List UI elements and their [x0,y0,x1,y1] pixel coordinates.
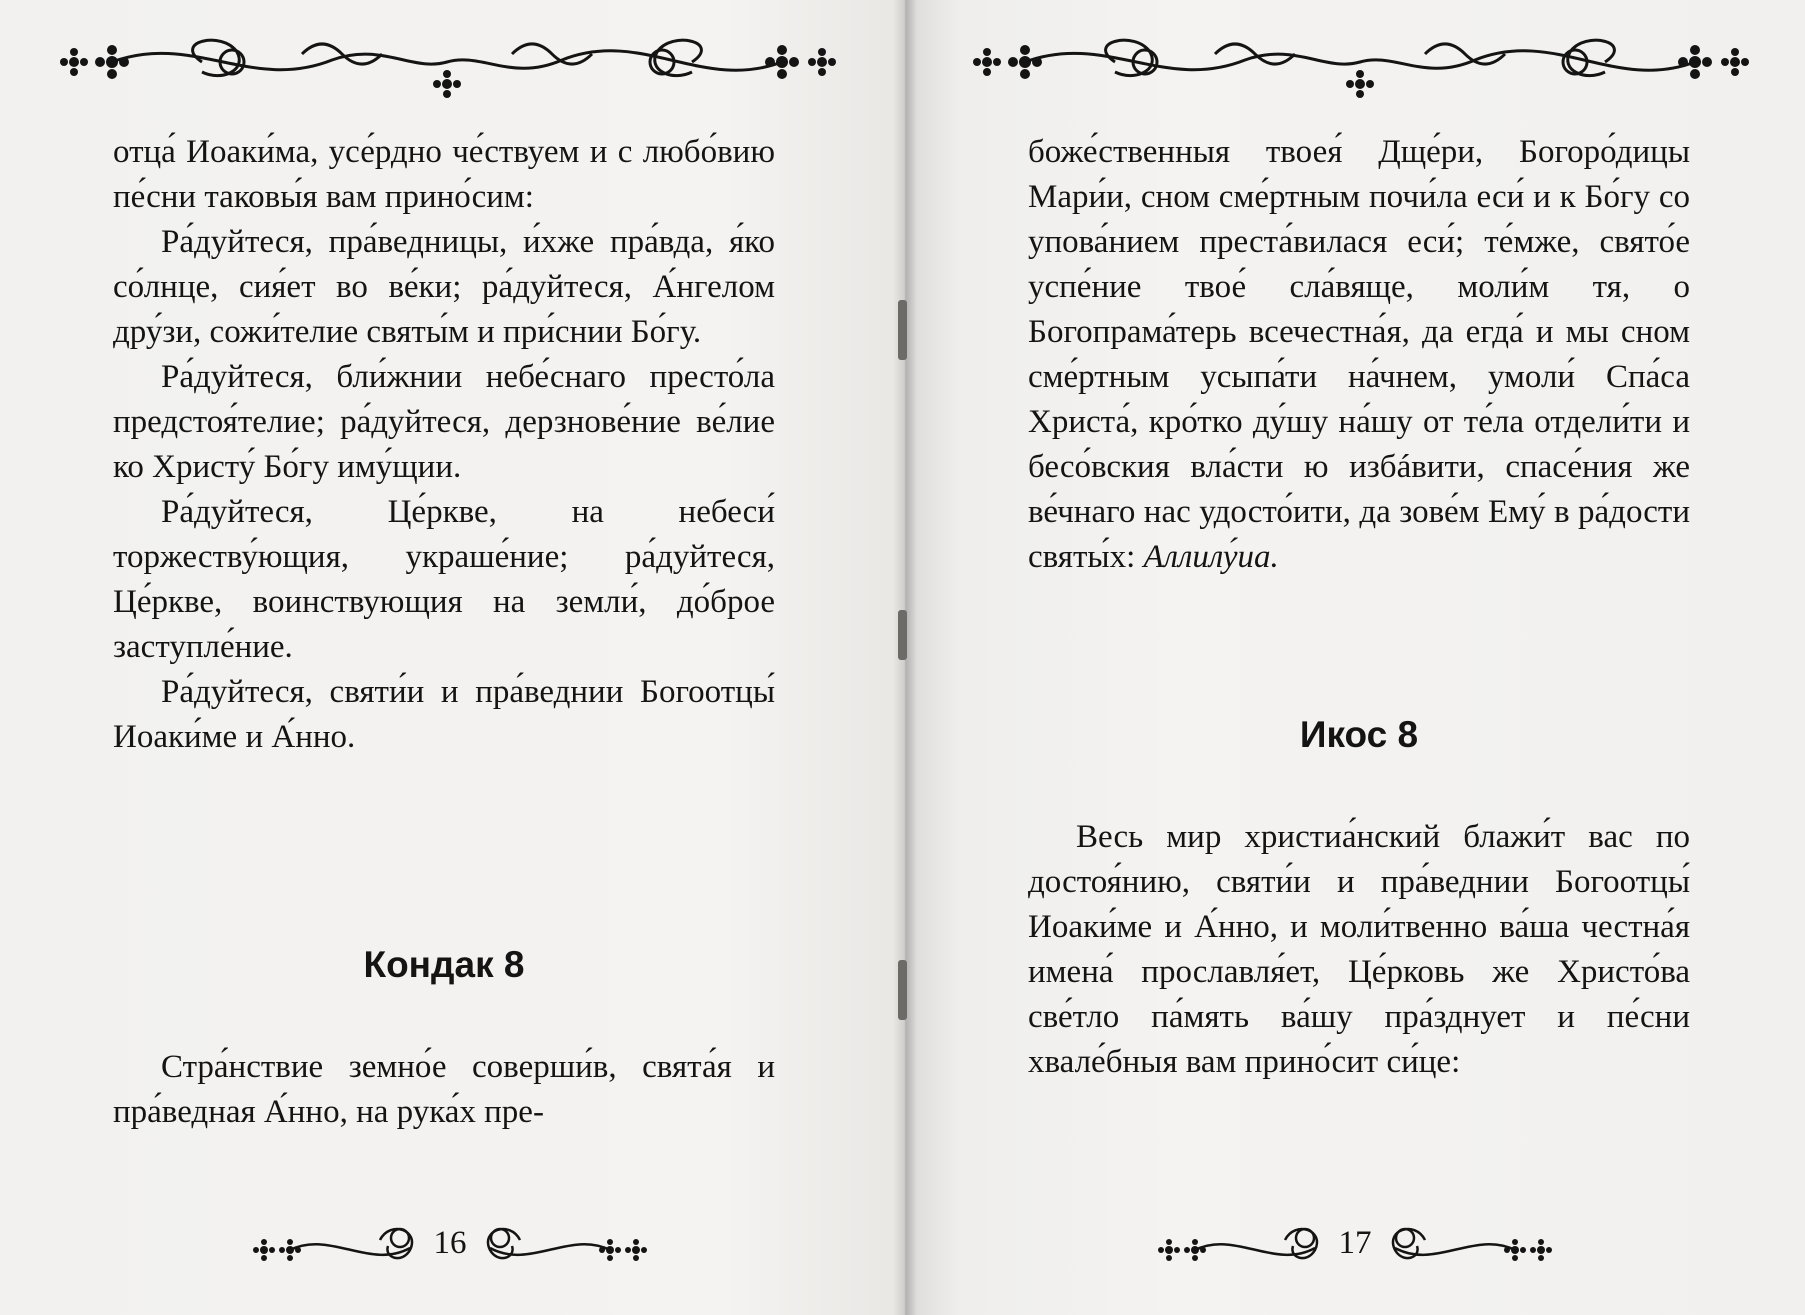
right-page [905,0,1805,1315]
paragraph: Весь мир христиа́нский блажи́т вас по достоя́нию, святи́и и пра́веднии Богоотцы́ Иоаки́ме и А́нно, и моли́твенно ва́ша честна́я имена́ прославля́ет, Це́рковь же Христо́ва све́тло па́мять ва́шу пра́зднует и пе́сни хвале́бныя вам прино́сит си́це: [1028,819,1690,1080]
left-body-text [113,130,775,760]
left-body-text-after [113,1045,775,1135]
paragraph: Ра́дуйтеся, святи́и и пра́веднии Богоотцы́ Иоаки́ме и А́нно. [113,674,775,755]
staple-mark [898,610,907,660]
paragraph-text: боже́ственныя твоея́ Дще́ри, Богоро́дицы Мари́и, сном сме́ртным почи́ла еси́ и к Бо́гу со упова́нием преста́вилася еси́; те́мже, свято́е успе́ние твое́ сла́вяще, моли́м тя, о Богопрама́терь всечестна́я, да егда́ и мы сном сме́ртным усыпа́ти на́чнем, умоли́ Спа́са Христа́, кро́тко ду́шу на́шу от те́ла отдели́ти и бесо́вския вла́сти ю избáвити, спасе́ния же ве́чнаго нас удосто́ити, да зове́м Ему́ в ра́дости святы́х: [1028,134,1690,575]
paragraph: отца́ Иоаки́ма, усе́рдно че́ствуем и с любо́вию пе́сни таковы́я вам прино́сим: [113,134,775,215]
alleluia-refrain: Аллилу́иа. [1143,539,1279,575]
page-number: 16 [433,1225,467,1261]
paragraph: Стра́нствие земно́е соверши́в, свята́я и пра́ведная А́нно, на рука́х пре- [113,1049,775,1130]
floral-ornament-top-icon [965,22,1755,102]
staple-mark [898,960,907,1020]
paragraph [1028,130,1690,580]
staple-mark [898,300,907,360]
paragraph: Ра́дуйтеся, Це́ркве, на небеси́ торжеству́ющия, украше́ние; ра́дуйтеся, Це́ркве, воинствующия на земли́, до́брое заступле́ние. [113,494,775,665]
floral-ornament-top-icon [52,22,842,102]
page-number: 17 [1338,1225,1372,1261]
right-body-text [1028,130,1690,580]
section-heading: Кондак 8 [363,944,525,985]
section-heading: Икос 8 [1299,714,1419,755]
paragraph: Ра́дуйтеся, пра́ведницы, и́хже пра́вда, я́ко со́лнце, сия́ет во ве́ки; ра́дуйтеся, А́нгелом дру́зи, сожи́телие святы́м и при́снии Бо́гу. [113,224,775,350]
right-body-text-after [1028,815,1690,1085]
paragraph: Ра́дуйтеся, бли́жнии небе́снаго престо́ла предстоя́телие; ра́дуйтеся, дерзнове́ние ве́лие ко Христу́ Бо́гу иму́щии. [113,359,775,485]
